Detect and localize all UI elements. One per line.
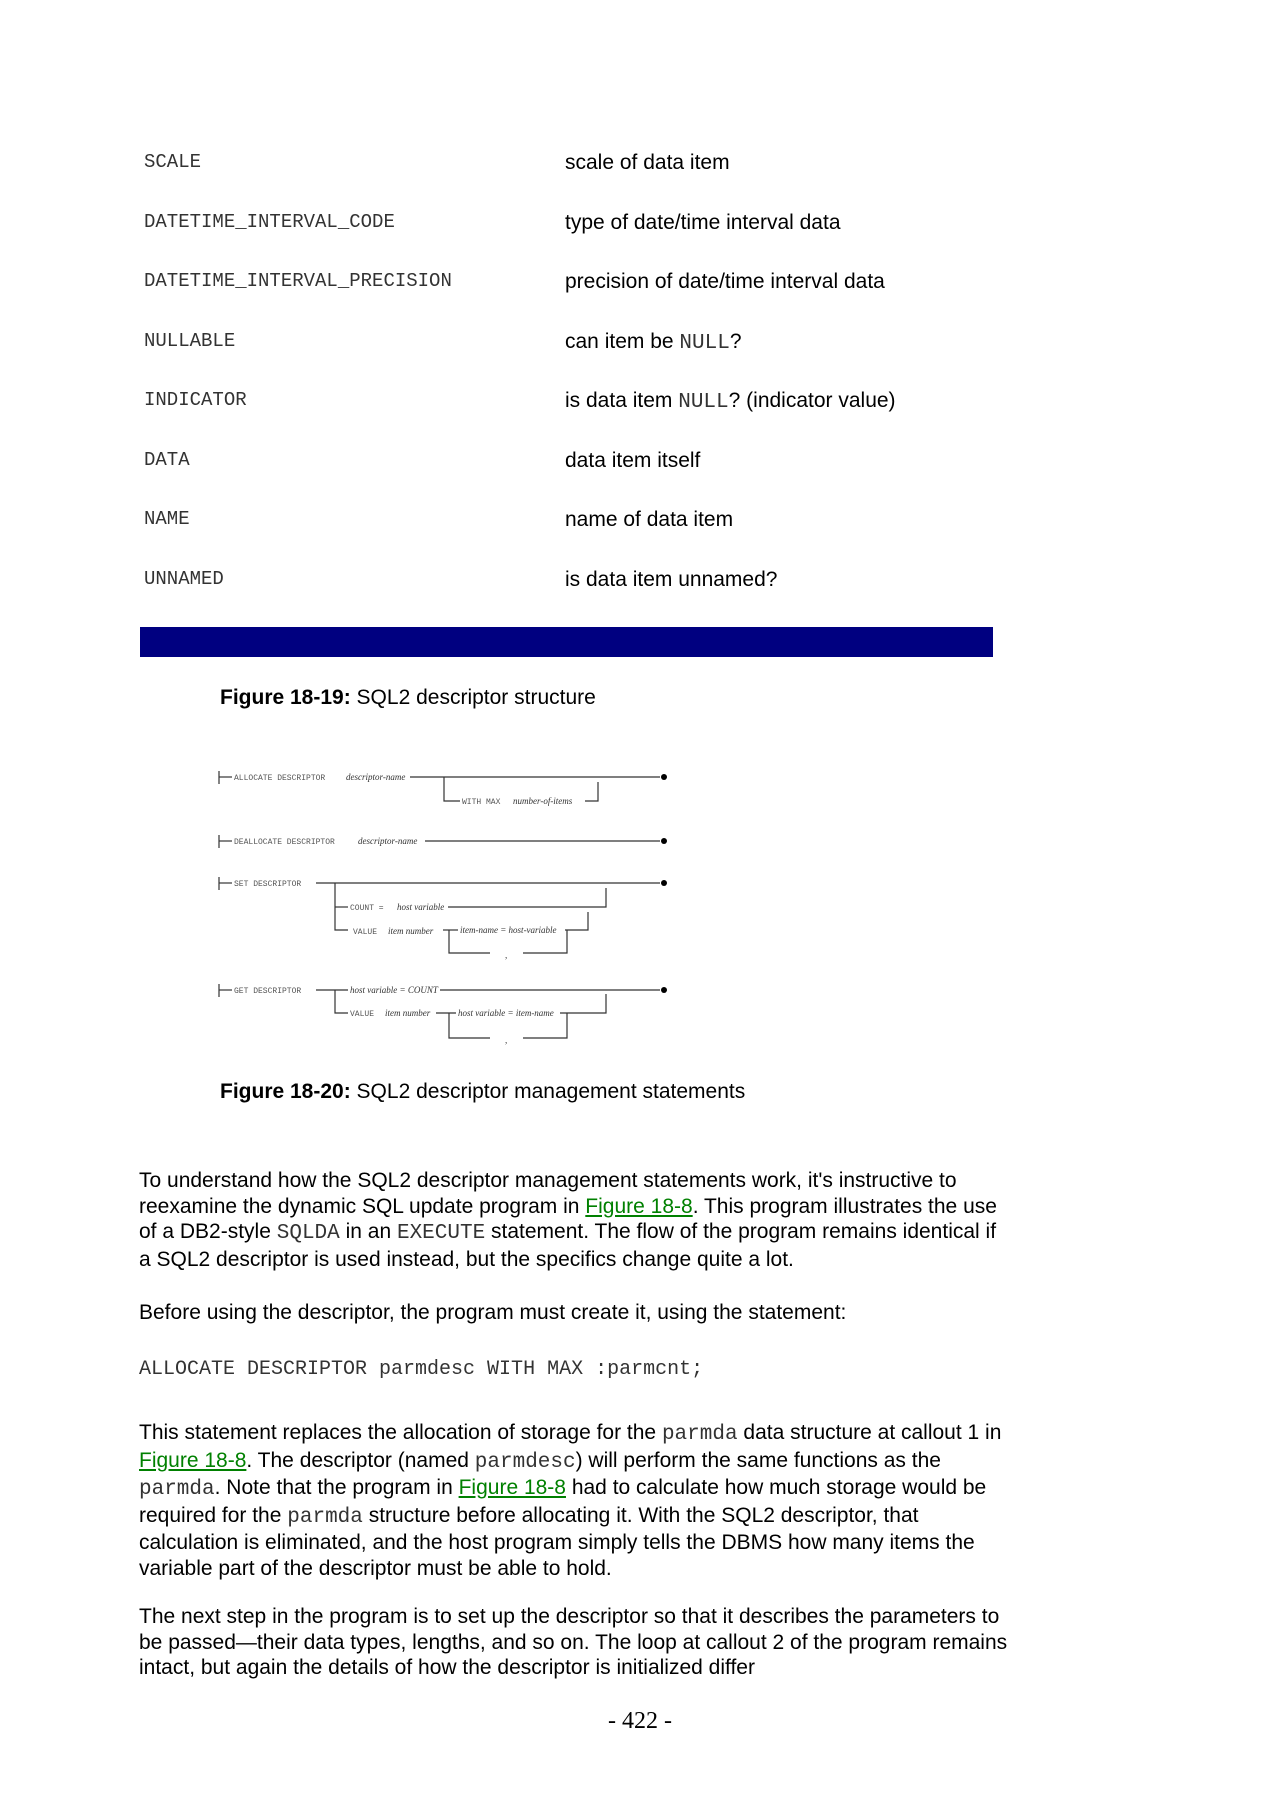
code: NULL [679,331,730,355]
code: NULL [678,391,729,414]
code-statement: ALLOCATE DESCRIPTOR parmdesc WITH MAX :parmcnt; [139,1358,704,1381]
comma: , [505,1035,508,1045]
keyword: WITH MAX [462,798,501,807]
keyword: ALLOCATE DESCRIPTOR [234,774,326,783]
arg: item-name = host-variable [460,925,557,935]
figure-18-8-link[interactable]: Figure 18-8 [458,1476,566,1499]
arg: descriptor-name [358,836,418,846]
field-name: SCALE [144,151,202,173]
paragraph-1 [139,1168,1009,1272]
deallocate-syntax [219,835,667,848]
field-description: name of data item [565,508,734,531]
text: can item be [565,329,680,353]
allocate-syntax [219,771,667,807]
figure-18-8-link[interactable]: Figure 18-8 [139,1448,247,1472]
keyword: VALUE [350,1010,375,1019]
text: data structure at callout 1 in [737,1421,1002,1444]
caption-title: SQL2 descriptor management statements [350,1080,746,1103]
field-description: is data item unnamed? [565,567,778,591]
text: in an [339,1220,397,1243]
field-description: scale of data item [565,151,730,174]
paragraph-2: Before using the descriptor, the program must create it, using the statement: [139,1301,847,1324]
paragraph-3 [139,1420,1009,1581]
text: is data item [565,389,679,412]
code: parmda [661,1423,738,1446]
text: had to calculate how much storage would be required for the [139,1476,987,1527]
comma: , [505,950,508,960]
arg: host variable = item-name [458,1008,554,1018]
code: EXECUTE [396,1222,486,1245]
text: . Note that the program in [214,1476,459,1499]
code: SQLDA [276,1222,340,1245]
arg: item number [388,926,434,936]
field-name: DATETIME_INTERVAL_PRECISION [144,270,452,292]
text: ? (indicator value) [728,389,896,412]
paragraph-4: The next step in the program is to set up the descriptor so that it describes the parameters to be passed—their data types, lengths, and so on. The loop at callout 2 of the program remains intact, but again the details of how the descriptor is initialized differ [139,1605,1008,1679]
figure-18-20-caption [220,1080,745,1104]
figure-18-8-link[interactable]: Figure 18-8 [585,1194,693,1218]
field-description: type of date/time interval data [565,210,841,234]
text: . The descriptor (named [246,1448,475,1472]
text: To understand how the SQL2 descriptor management statements work, it's instructive to reexamine the dynamic SQL update program in [139,1169,957,1218]
set-syntax [219,877,667,960]
arg: host variable [397,902,445,912]
field-name: DATA [144,448,190,471]
keyword: VALUE [353,928,378,937]
arg: number-of-items [513,796,573,806]
keyword: GET DESCRIPTOR [234,987,302,996]
arg: host variable = COUNT [350,985,438,995]
text: This statement replaces the allocation of storage for the [139,1421,662,1444]
keyword: DEALLOCATE DESCRIPTOR [234,838,335,847]
text: statement. The flow of the program remains identical if a SQL2 descriptor is used instead, but the specifics change quite a lot. [139,1220,997,1271]
field-description: data item itself [565,448,701,472]
keyword: COUNT = [350,904,384,913]
text: ) will perform the same functions as the [575,1448,941,1472]
text: structure before allocating it. With the SQL2 descriptor, that calculation is eliminated, and the host program simply tells the DBMS how many items the variable part of the descriptor must be able to hold. [139,1503,975,1580]
text: ? [729,329,742,353]
code: parmda [287,1505,363,1529]
code: parmda [139,1478,215,1501]
field-name: DATETIME_INTERVAL_CODE [144,210,395,233]
caption-label: Figure 18-20: [220,1080,351,1103]
get-syntax [219,984,667,1045]
caption-title: SQL2 descriptor structure [350,686,596,709]
caption-label: Figure 18-19: [220,686,351,709]
field-name: INDICATOR [144,389,247,411]
field-name: UNNAMED [144,567,224,590]
arg: item number [385,1008,431,1018]
text: . This program illustrates the use of a DB2-style [139,1194,997,1243]
keyword: SET DESCRIPTOR [234,880,302,889]
arg: descriptor-name [346,772,406,782]
field-name: NAME [144,508,190,530]
code: parmdesc [474,1450,576,1474]
field-name: NULLABLE [144,329,236,352]
page-number: - 422 - [608,1708,672,1734]
field-description: precision of date/time interval data [565,270,885,293]
